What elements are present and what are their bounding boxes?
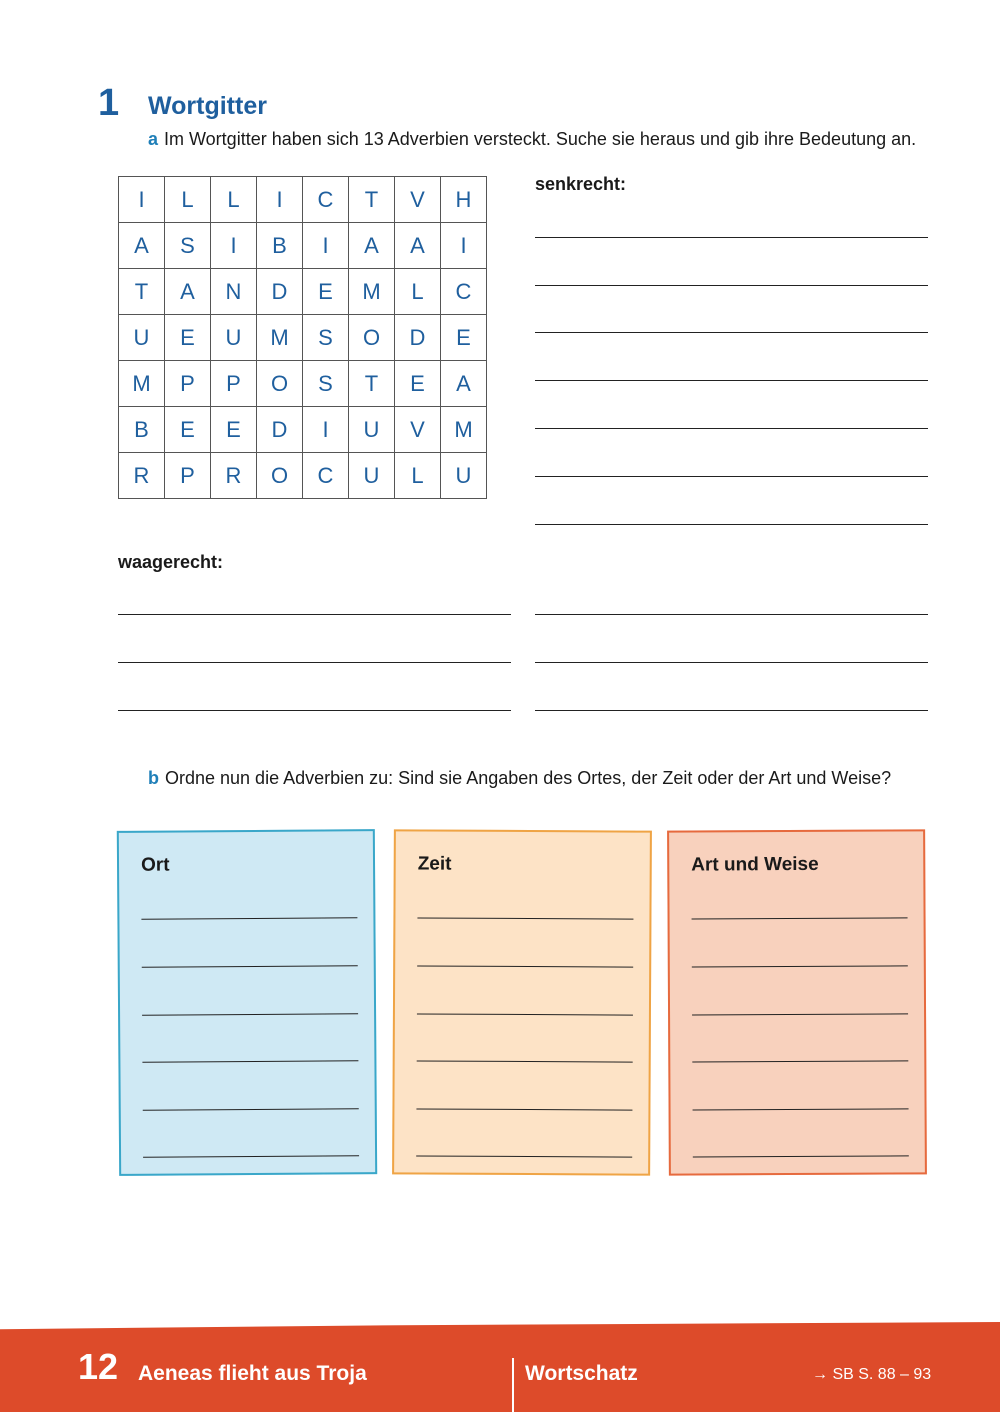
- grid-cell[interactable]: U: [119, 315, 165, 361]
- grid-cell[interactable]: S: [165, 223, 211, 269]
- ort-answer-line[interactable]: [141, 917, 357, 920]
- grid-cell[interactable]: T: [119, 269, 165, 315]
- grid-cell[interactable]: U: [349, 453, 395, 499]
- waagerecht-answer-line[interactable]: [535, 614, 928, 615]
- instruction-b: [148, 768, 891, 789]
- senkrecht-answer-line[interactable]: [535, 428, 928, 429]
- ort-answer-line[interactable]: [143, 1108, 359, 1111]
- art-answer-line[interactable]: [692, 1060, 908, 1062]
- senkrecht-answer-line[interactable]: [535, 332, 928, 333]
- senkrecht-label: senkrecht:: [535, 174, 627, 194]
- page-number: 12: [78, 1346, 119, 1387]
- art-answer-line[interactable]: [692, 917, 908, 919]
- grid-cell[interactable]: C: [441, 269, 487, 315]
- grid-cell[interactable]: I: [211, 223, 257, 269]
- grid-cell[interactable]: U: [211, 315, 257, 361]
- grid-row: [119, 223, 487, 269]
- grid-cell[interactable]: I: [303, 407, 349, 453]
- grid-cell[interactable]: B: [119, 407, 165, 453]
- grid-cell[interactable]: A: [441, 361, 487, 407]
- grid-cell[interactable]: L: [165, 177, 211, 223]
- grid-cell[interactable]: A: [395, 223, 441, 269]
- zeit-answer-line[interactable]: [417, 965, 633, 967]
- zeit-answer-line[interactable]: [416, 1155, 632, 1157]
- grid-cell[interactable]: E: [165, 407, 211, 453]
- grid-cell[interactable]: P: [211, 361, 257, 407]
- instruction-a-letter: a: [148, 129, 159, 149]
- grid-cell[interactable]: P: [165, 453, 211, 499]
- grid-cell[interactable]: V: [395, 177, 441, 223]
- zeit-box-title: Zeit: [417, 853, 452, 875]
- grid-cell[interactable]: S: [303, 315, 349, 361]
- ort-answer-line[interactable]: [142, 1013, 358, 1016]
- instruction-a: [148, 129, 916, 150]
- footer-divider: [512, 1358, 514, 1412]
- art-answer-line[interactable]: [692, 965, 908, 967]
- grid-row: [119, 453, 487, 499]
- art-und-weise-box-title: Art und Weise: [691, 853, 819, 876]
- zeit-answer-line[interactable]: [417, 1013, 633, 1015]
- grid-row: [119, 315, 487, 361]
- word-grid: [118, 176, 487, 499]
- art-answer-line[interactable]: [693, 1108, 909, 1110]
- grid-cell[interactable]: A: [119, 223, 165, 269]
- grid-cell[interactable]: E: [303, 269, 349, 315]
- grid-cell[interactable]: O: [257, 361, 303, 407]
- grid-cell[interactable]: S: [303, 361, 349, 407]
- grid-row: [119, 177, 487, 223]
- grid-cell[interactable]: A: [165, 269, 211, 315]
- grid-cell[interactable]: P: [165, 361, 211, 407]
- senkrecht-answer-line[interactable]: [535, 237, 928, 238]
- grid-cell[interactable]: L: [395, 453, 441, 499]
- chapter-title: Aeneas flieht aus Troja: [138, 1362, 367, 1385]
- grid-cell[interactable]: N: [211, 269, 257, 315]
- waagerecht-answer-line[interactable]: [535, 710, 928, 711]
- ort-answer-line[interactable]: [142, 965, 358, 968]
- ort-box: [117, 829, 377, 1176]
- senkrecht-answer-line[interactable]: [535, 524, 928, 525]
- grid-cell[interactable]: E: [165, 315, 211, 361]
- grid-cell[interactable]: E: [395, 361, 441, 407]
- grid-cell[interactable]: L: [211, 177, 257, 223]
- grid-cell[interactable]: D: [395, 315, 441, 361]
- grid-cell[interactable]: T: [349, 361, 395, 407]
- waagerecht-answer-line[interactable]: [118, 614, 511, 615]
- grid-cell[interactable]: O: [257, 453, 303, 499]
- senkrecht-answer-line[interactable]: [535, 380, 928, 381]
- grid-cell[interactable]: B: [257, 223, 303, 269]
- grid-cell[interactable]: U: [441, 453, 487, 499]
- grid-cell[interactable]: L: [395, 269, 441, 315]
- waagerecht-answer-line[interactable]: [118, 710, 511, 711]
- grid-cell[interactable]: I: [303, 223, 349, 269]
- zeit-answer-line[interactable]: [416, 1108, 632, 1110]
- ort-box-title: Ort: [140, 854, 170, 876]
- grid-row: [119, 269, 487, 315]
- grid-row: [119, 361, 487, 407]
- grid-cell[interactable]: O: [349, 315, 395, 361]
- art-und-weise-box: [667, 829, 927, 1175]
- grid-cell[interactable]: V: [395, 407, 441, 453]
- textbook-reference: → SB S. 88 – 93: [812, 1366, 932, 1383]
- grid-cell[interactable]: I: [441, 223, 487, 269]
- task-title: Wortgitter: [148, 92, 267, 120]
- grid-cell[interactable]: T: [349, 177, 395, 223]
- grid-row: [119, 407, 487, 453]
- art-answer-line[interactable]: [692, 1013, 908, 1015]
- grid-cell[interactable]: A: [349, 223, 395, 269]
- grid-cell[interactable]: C: [303, 453, 349, 499]
- grid-cell[interactable]: E: [211, 407, 257, 453]
- grid-cell[interactable]: M: [441, 407, 487, 453]
- grid-cell[interactable]: I: [257, 177, 303, 223]
- grid-cell[interactable]: H: [441, 177, 487, 223]
- senkrecht-answer-line[interactable]: [535, 285, 928, 286]
- waagerecht-answer-line[interactable]: [118, 662, 511, 663]
- section-title: Wortschatz: [525, 1362, 638, 1385]
- task-number: 1: [98, 82, 120, 124]
- zeit-box: [392, 829, 652, 1175]
- ort-answer-line[interactable]: [143, 1155, 359, 1158]
- grid-cell[interactable]: R: [119, 453, 165, 499]
- ort-answer-line[interactable]: [142, 1060, 358, 1063]
- grid-cell[interactable]: C: [303, 177, 349, 223]
- grid-cell[interactable]: D: [257, 269, 303, 315]
- grid-cell[interactable]: R: [211, 453, 257, 499]
- senkrecht-answer-line[interactable]: [535, 476, 928, 477]
- grid-cell[interactable]: E: [441, 315, 487, 361]
- grid-cell[interactable]: D: [257, 407, 303, 453]
- grid-cell[interactable]: M: [349, 269, 395, 315]
- grid-cell[interactable]: I: [119, 177, 165, 223]
- instruction-b-text: Ordne nun die Adverbien zu: Sind sie Angaben des Ortes, der Zeit oder der Art und Weise?: [165, 768, 892, 788]
- instruction-b-letter: b: [148, 768, 159, 788]
- waagerecht-answer-line[interactable]: [535, 662, 928, 663]
- waagerecht-label: waagerecht:: [118, 552, 224, 572]
- art-answer-line[interactable]: [693, 1155, 909, 1157]
- grid-cell[interactable]: U: [349, 407, 395, 453]
- zeit-answer-line[interactable]: [417, 1060, 633, 1062]
- zeit-answer-line[interactable]: [417, 917, 633, 919]
- grid-cell[interactable]: M: [257, 315, 303, 361]
- grid-cell[interactable]: M: [119, 361, 165, 407]
- instruction-a-text: Im Wortgitter haben sich 13 Adverbien versteckt. Suche sie heraus und gib ihre Bedeutung an.: [164, 129, 917, 149]
